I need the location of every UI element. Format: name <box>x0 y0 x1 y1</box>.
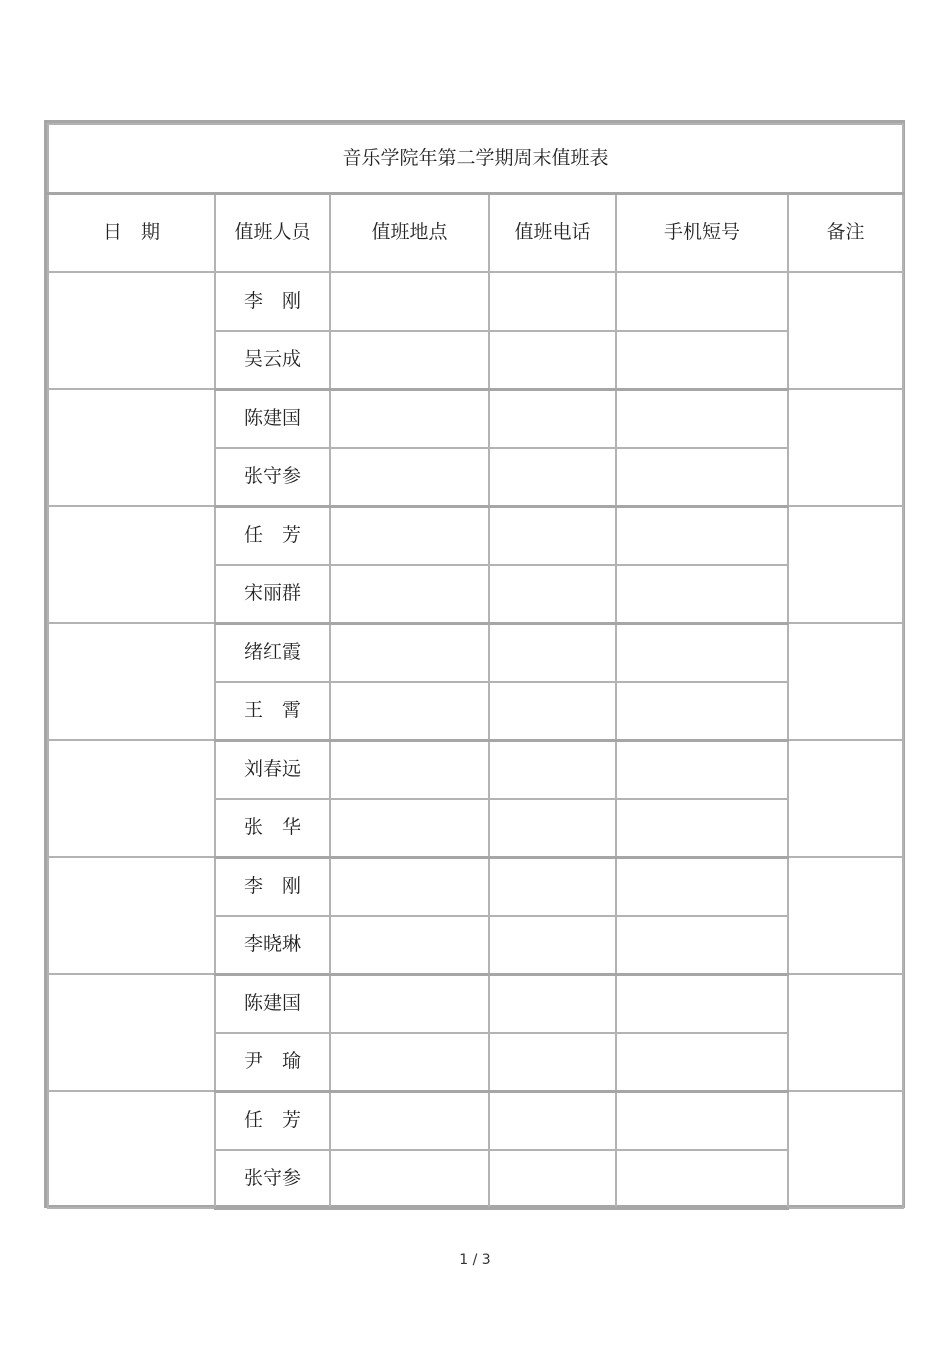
duty-sheet <box>44 120 905 1208</box>
person-cell: 陈建国 <box>215 974 330 1033</box>
person-cell: 李晓琳 <box>215 916 330 975</box>
short-number-cell <box>616 272 788 331</box>
remark-cell <box>788 272 903 389</box>
location-cell <box>330 1091 489 1150</box>
short-number-cell <box>616 623 788 682</box>
remark-cell <box>788 389 903 506</box>
phone-cell <box>489 740 616 799</box>
date-cell <box>48 857 215 974</box>
table-row <box>48 272 903 331</box>
person-cell: 任 芳 <box>215 506 330 565</box>
phone-cell <box>489 916 616 975</box>
phone-cell <box>489 1091 616 1150</box>
short-number-cell <box>616 916 788 975</box>
phone-cell <box>489 448 616 507</box>
date-cell <box>48 506 215 623</box>
short-number-cell <box>616 1150 788 1209</box>
date-cell <box>48 740 215 857</box>
short-number-cell <box>616 565 788 624</box>
short-number-cell <box>616 331 788 390</box>
phone-cell <box>489 974 616 1033</box>
short-number-cell <box>616 1091 788 1150</box>
phone-cell <box>489 1150 616 1209</box>
header-date: 日 期 <box>48 193 215 272</box>
phone-cell <box>489 682 616 741</box>
location-cell <box>330 1033 489 1092</box>
short-number-cell <box>616 740 788 799</box>
duty-table <box>47 123 904 1210</box>
date-cell <box>48 623 215 740</box>
location-cell <box>330 448 489 507</box>
header-location: 值班地点 <box>330 193 489 272</box>
remark-cell <box>788 974 903 1091</box>
person-cell: 张守参 <box>215 448 330 507</box>
date-cell <box>48 974 215 1091</box>
table-row <box>48 740 903 799</box>
table-title: 音乐学院年第二学期周末值班表 <box>48 124 903 193</box>
person-cell: 陈建国 <box>215 389 330 448</box>
title-row <box>48 124 903 193</box>
location-cell <box>330 857 489 916</box>
header-person: 值班人员 <box>215 193 330 272</box>
short-number-cell <box>616 682 788 741</box>
short-number-cell <box>616 799 788 858</box>
short-number-cell <box>616 506 788 565</box>
location-cell <box>330 916 489 975</box>
phone-cell <box>489 799 616 858</box>
remark-cell <box>788 506 903 623</box>
table-row <box>48 857 903 916</box>
table-row <box>48 1091 903 1150</box>
header-remark: 备注 <box>788 193 903 272</box>
page-number: 1 / 3 <box>459 1252 491 1268</box>
short-number-cell <box>616 1033 788 1092</box>
person-cell: 绪红霞 <box>215 623 330 682</box>
phone-cell <box>489 623 616 682</box>
phone-cell <box>489 331 616 390</box>
location-cell <box>330 682 489 741</box>
location-cell <box>330 799 489 858</box>
person-cell: 宋丽群 <box>215 565 330 624</box>
location-cell <box>330 740 489 799</box>
phone-cell <box>489 565 616 624</box>
date-cell <box>48 1091 215 1208</box>
phone-cell <box>489 1033 616 1092</box>
person-cell: 李 刚 <box>215 272 330 331</box>
phone-cell <box>489 506 616 565</box>
location-cell <box>330 272 489 331</box>
location-cell <box>330 506 489 565</box>
header-short-number: 手机短号 <box>616 193 788 272</box>
header-row <box>48 193 903 272</box>
table-row <box>48 623 903 682</box>
phone-cell <box>489 389 616 448</box>
location-cell <box>330 623 489 682</box>
person-cell: 李 刚 <box>215 857 330 916</box>
location-cell <box>330 389 489 448</box>
location-cell <box>330 565 489 624</box>
location-cell <box>330 331 489 390</box>
person-cell: 刘春远 <box>215 740 330 799</box>
phone-cell <box>489 272 616 331</box>
remark-cell <box>788 857 903 974</box>
short-number-cell <box>616 974 788 1033</box>
table-row <box>48 506 903 565</box>
header-phone: 值班电话 <box>489 193 616 272</box>
table-row <box>48 974 903 1033</box>
date-cell <box>48 389 215 506</box>
person-cell: 张 华 <box>215 799 330 858</box>
location-cell <box>330 1150 489 1209</box>
person-cell: 王 霄 <box>215 682 330 741</box>
date-cell <box>48 272 215 389</box>
short-number-cell <box>616 389 788 448</box>
short-number-cell <box>616 857 788 916</box>
remark-cell <box>788 1091 903 1208</box>
person-cell: 吴云成 <box>215 331 330 390</box>
remark-cell <box>788 740 903 857</box>
table-row <box>48 389 903 448</box>
person-cell: 任 芳 <box>215 1091 330 1150</box>
phone-cell <box>489 857 616 916</box>
location-cell <box>330 974 489 1033</box>
person-cell: 尹 瑜 <box>215 1033 330 1092</box>
remark-cell <box>788 623 903 740</box>
short-number-cell <box>616 448 788 507</box>
person-cell: 张守参 <box>215 1150 330 1209</box>
